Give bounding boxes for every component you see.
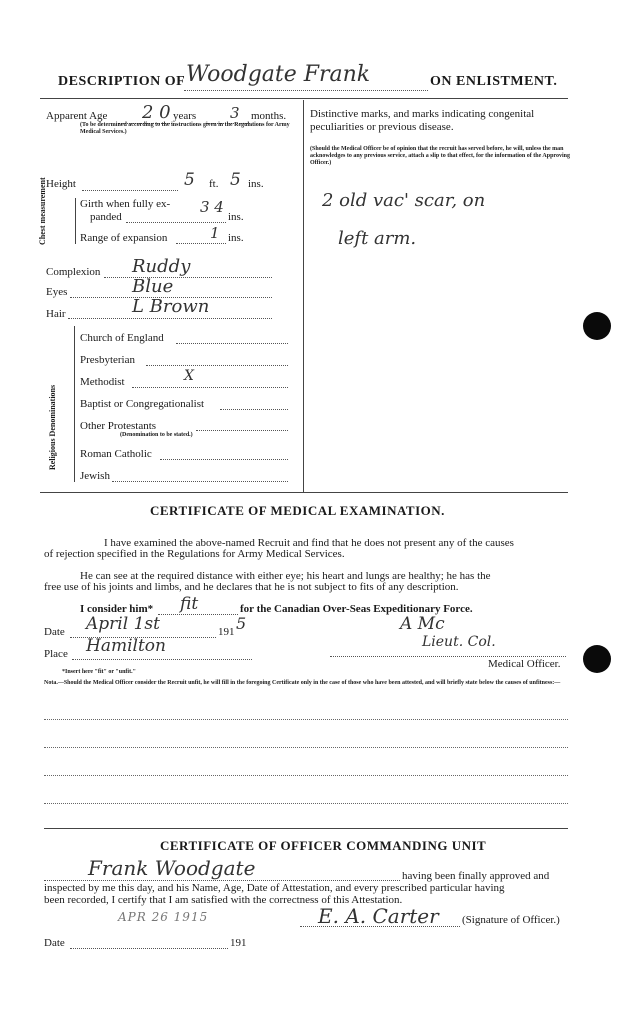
height-label: Height (46, 178, 76, 190)
religion-methodist: Methodist (80, 376, 125, 388)
medical-officer-signature: A Mc (400, 614, 445, 634)
header-rule (40, 98, 568, 99)
religion-presbyterian: Presbyterian (80, 354, 135, 366)
nota-unfit-causes: Nota.—Should the Medical Officer consider the Recruit unfit, he will fill in the foregoing Certificate only in the case of those who have been attested, and will briefly state below the causes of unfitness:— (44, 680, 561, 686)
medical-certificate-title: CERTIFICATE OF MEDICAL EXAMINATION. (150, 503, 445, 518)
medical-place-value: Hamilton (86, 636, 166, 656)
unfit-causes-line-2 (44, 746, 568, 748)
range-ins-label: ins. (228, 232, 244, 244)
eyes-label: Eyes (46, 286, 68, 298)
range-label: Range of expansion (80, 232, 168, 244)
years-label: years (173, 110, 197, 122)
medical-date-label: Date (44, 626, 65, 638)
hair-value: L Brown (132, 296, 210, 317)
methodist-mark: X (184, 368, 194, 384)
distinctive-marks-line-1: 2 old vac' scar, on (322, 190, 486, 211)
girth-label-1: Girth when fully ex- (80, 198, 171, 210)
height-inches-value: 5 (230, 170, 241, 190)
distinctive-marks-note: (Should the Medical Officer be of opinion that the recruit has served before, he will, unless the man acknowledges to any previous service, attach a slip to that effect, for the information of the Approving Officer.) (310, 146, 570, 166)
medical-year-print: 191 (218, 626, 235, 638)
commanding-date-label: Date (44, 937, 65, 949)
commanding-line-1-suffix: having been finally approved and (402, 870, 550, 882)
commanding-date-stamp: APR 26 1915 (118, 910, 209, 924)
height-feet-value: 5 (184, 170, 195, 190)
religious-denominations-label: Religious Denominations (48, 384, 57, 470)
commanding-line-2: inspected by me this day, and his Name, Age, Date of Attestation, and every prescribed particular having (44, 882, 505, 894)
medical-para1-line2: of rejection specified in the Regulations for Army Medical Services. (44, 548, 345, 560)
chest-bracket (75, 198, 76, 244)
girth-value: 3 4 (200, 198, 224, 216)
height-ins-label: ins. (248, 178, 264, 190)
religion-church-of-england: Church of England (80, 332, 164, 344)
consider-him-label: I consider him* (80, 603, 154, 615)
age-years-value: 2 0 (142, 102, 171, 123)
fit-footnote: *Insert here "fit" or "unfit." (62, 669, 136, 675)
hair-label: Hair (46, 308, 66, 320)
distinctive-marks-line-2: left arm. (338, 228, 417, 249)
religion-other-protestants: Other Protestants (80, 420, 157, 432)
commanding-recruit-name: Frank Woodgate (88, 856, 256, 880)
medical-para2-line1: He can see at the required distance with either eye; his heart and lungs are healthy; he has the (80, 570, 491, 582)
range-value: 1 (210, 224, 220, 242)
age-months-value: 3 (230, 104, 240, 122)
months-label: months. (251, 110, 287, 122)
medical-section-end-rule (44, 828, 568, 829)
religion-bracket (74, 326, 75, 482)
header-description-label: DESCRIPTION OF (58, 74, 186, 89)
chest-measurement-label: Chest measurement (38, 177, 47, 245)
girth-label-2: panded (90, 211, 122, 223)
commanding-line-3: been recorded, I certify that I am satisfied with the correctness of this Attestation. (44, 894, 403, 906)
religion-jewish: Jewish (80, 470, 110, 482)
commanding-certificate-title: CERTIFICATE OF OFFICER COMMANDING UNIT (160, 838, 487, 853)
consider-him-suffix: for the Canadian Over-Seas Expeditionary Force. (240, 603, 473, 615)
unfit-causes-line-3 (44, 774, 568, 776)
officer-signature-label: (Signature of Officer.) (462, 914, 560, 926)
column-divider (303, 100, 304, 492)
religion-baptist: Baptist or Congregationalist (80, 398, 205, 410)
recruit-name: Woodgate Frank (186, 62, 371, 87)
girth-ins-label: ins. (228, 211, 244, 223)
header-on-enlistment: ON ENLISTMENT. (430, 74, 558, 89)
unfit-causes-line-4 (44, 802, 568, 804)
medical-para1-line1: I have examined the above-named Recruit and find that he does not present any of the causes (104, 537, 514, 549)
denomination-note: (Denomination to be stated.) (120, 432, 193, 438)
punch-hole-top (583, 312, 611, 340)
section-rule (40, 492, 568, 493)
medical-officer-rank: Lieut. Col. (422, 634, 496, 650)
commanding-officer-signature: E. A. Carter (318, 904, 439, 928)
unfit-causes-line-1 (44, 718, 568, 720)
eyes-value: Blue (132, 276, 174, 297)
apparent-age-label: Apparent Age (46, 110, 108, 122)
medical-year-value: 5 (236, 614, 247, 633)
ft-label: ft. (209, 178, 219, 190)
age-note: (To be determined according to the instructions given in the Regulations for Army Medical Services.) (80, 122, 290, 135)
medical-place-label: Place (44, 648, 68, 660)
fit-status-value: fit (180, 594, 199, 614)
religion-roman-catholic: Roman Catholic (80, 448, 152, 460)
medical-date-value: April 1st (86, 614, 160, 634)
medical-officer-label: Medical Officer. (488, 658, 561, 670)
distinctive-marks-title: Distinctive marks, and marks indicating congenital peculiarities or previous disease. (310, 108, 535, 133)
commanding-year-print: 191 (230, 937, 247, 949)
complexion-value: Ruddy (132, 256, 191, 277)
complexion-label: Complexion (46, 266, 101, 278)
medical-para2-line2: free use of his joints and limbs, and he declares that he is not subject to fits of any description. (44, 581, 459, 593)
punch-hole-bottom (583, 645, 611, 673)
